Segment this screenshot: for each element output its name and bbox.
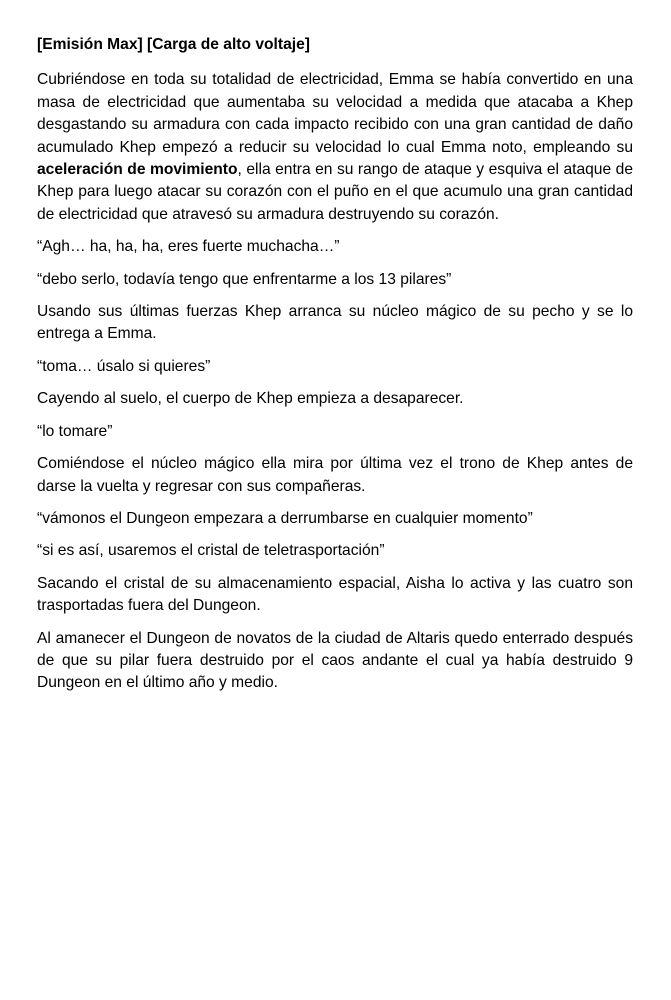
paragraph-2: “Agh… ha, ha, ha, eres fuerte muchacha…” — [37, 238, 340, 256]
paragraph-6: Cayendo al suelo, el cuerpo de Khep empieza a desaparecer. — [37, 390, 464, 408]
paragraph-9: “vámonos el Dungeon empezara a derrumbarse en cualquier momento” — [37, 509, 533, 527]
paragraph-8: Comiéndose el núcleo mágico ella mira por última vez el trono de Khep antes de darse la vuelta y regresar con sus compañeras. — [37, 455, 633, 495]
paragraph-1-bold-term: aceleración de movimiento — [37, 161, 238, 179]
paragraph-7: “lo tomare” — [37, 422, 113, 440]
paragraph-5: “toma… úsalo si quieres” — [37, 357, 211, 375]
paragraph-10: “si es así, usaremos el cristal de teletrasportación” — [37, 542, 385, 560]
paragraph-4: Usando sus últimas fuerzas Khep arranca su núcleo mágico de su pecho y se lo entrega a Emma. — [37, 303, 633, 343]
paragraph-3: “debo serlo, todavía tengo que enfrentarme a los 13 pilares” — [37, 270, 452, 288]
paragraph-1-text-end: , ella entra en su rango de ataque y esquiva el ataque de Khep para luego atacar su corazón con el puño en el que acumulo una gran cantidad de electricidad que atravesó su armadura destruyendo su corazón. — [37, 161, 633, 223]
chapter-heading: [Emisión Max] [Carga de alto voltaje] — [37, 36, 310, 53]
document-page — [37, 34, 633, 695]
paragraph-1-text-start: Cubriéndose en toda su totalidad de electricidad, Emma se había convertido en una masa de electricidad que aumentaba su velocidad a medida que atacaba a Khep desgastando su armadura con cada impacto recibido con una gran cantidad de daño acumulado Khep empezó a reducir su velocidad lo cual Emma noto, empleando su — [37, 71, 633, 156]
paragraph-11: Sacando el cristal de su almacenamiento espacial, Aisha lo activa y las cuatro son trasportadas fuera del Dungeon. — [37, 574, 633, 615]
paragraph-1 — [37, 69, 633, 226]
paragraph-12: Al amanecer el Dungeon de novatos de la ciudad de Altaris quedo enterrado después de que su pilar fuera destruido por el caos andante el cual ya había destruido 9 Dungeon en el último año y medio. — [37, 629, 633, 692]
